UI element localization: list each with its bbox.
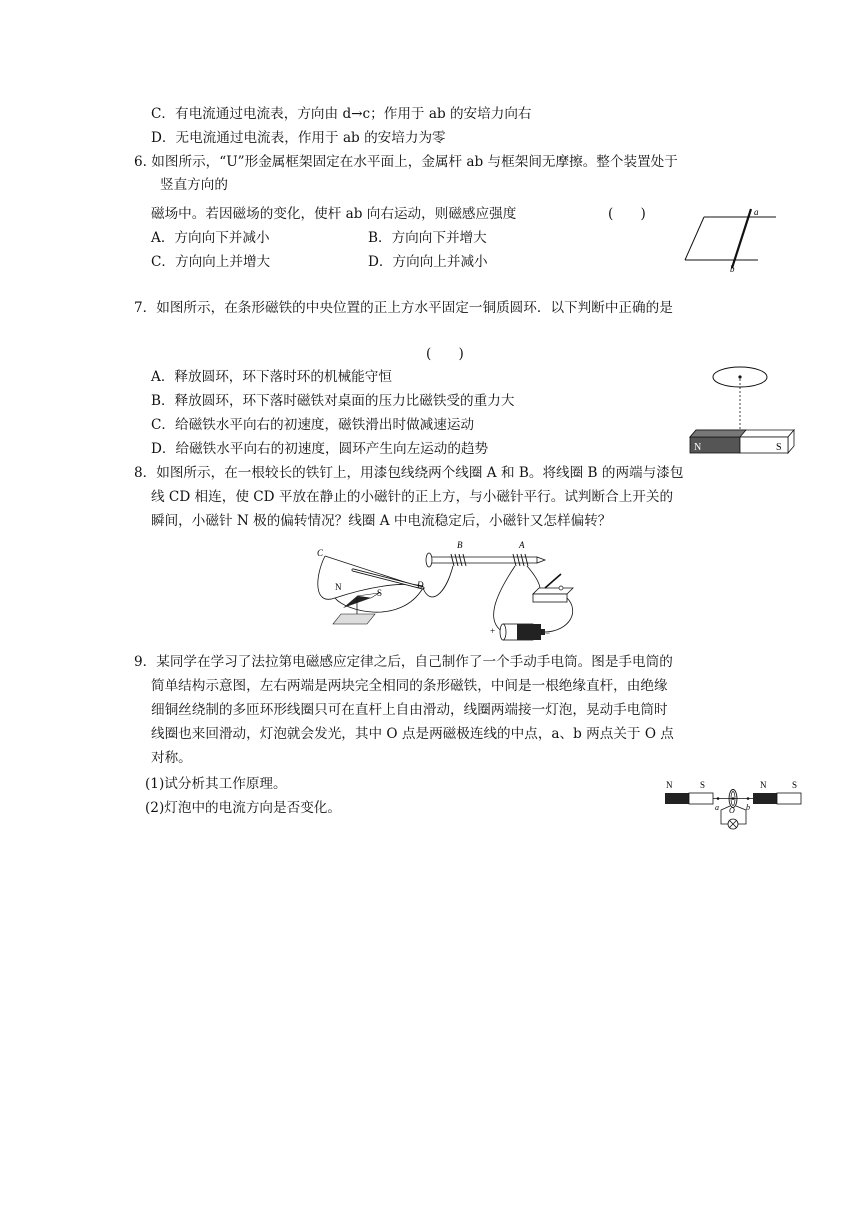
q8-compass-needle <box>333 593 379 624</box>
q9-sub2: (2)灯泡中的电流方向是否变化。 <box>145 800 341 816</box>
q8-switch <box>533 574 573 602</box>
q6-stem-line1: 6. 如图所示，“U”形金属框架固定在水平面上，金属杆 ab 与框架间无摩擦。整个装置处于 <box>134 154 678 170</box>
q8-label-coil-a: A <box>519 540 525 550</box>
q9-label-a: a <box>715 803 719 812</box>
q7-option-d: D．给磁铁水平向右的初速度，圆环产生向左运动的趋势 <box>151 441 489 457</box>
q8-label-s: S <box>377 588 383 598</box>
q5-option-c: C．有电流通过电流表，方向由 d→c；作用于 ab 的安培力向右 <box>151 106 532 122</box>
q6-label-a: a <box>754 207 759 217</box>
q6-u-frame-figure <box>680 205 780 273</box>
q6-option-d: D．方向向上并减小 <box>368 254 488 270</box>
q9-label-n2: N <box>760 780 767 790</box>
q8-label-d: D <box>417 580 424 590</box>
q9-line4: 线圈也来回滑动，灯泡就会发光，其中 O 点是两磁极连线的中点，a、b 两点关于 O 点 <box>151 726 674 742</box>
q7-label-s: S <box>776 442 782 453</box>
q6-answer-paren: ( ) <box>608 206 646 222</box>
q7-answer-paren: ( ) <box>426 346 464 362</box>
q9-label-n1: N <box>666 780 673 790</box>
q8-label-coil-b: B <box>457 540 463 550</box>
q9-line5: 对称。 <box>151 750 192 766</box>
q6-option-c: C．方向向上并增大 <box>151 254 271 270</box>
q8-plus: + <box>490 626 496 636</box>
q9-label-o: O <box>729 806 735 815</box>
q8-line1: 8．如图所示，在一根较长的铁钉上，用漆包线绕两个线圈 A 和 B。将线圈 B 的两端与漆包 <box>134 465 684 481</box>
q8-coil-b <box>451 554 466 566</box>
q9-right-magnet <box>753 793 801 804</box>
q6-stem-line3: 磁场中。若因磁场的变化，使杆 ab 向右运动，则磁感应强度 <box>151 206 517 222</box>
q6-stem-line2: 竖直方向的 <box>160 177 228 193</box>
q6-label-b: b <box>730 264 735 273</box>
q9-label-s2: S <box>792 780 798 790</box>
q9-bulb <box>728 819 738 829</box>
q8-coil-a <box>513 554 528 566</box>
q7-option-c: C．给磁铁水平向右的初速度，磁铁滑出时做减速运动 <box>151 417 475 433</box>
q9-left-magnet <box>665 793 713 804</box>
q8-label-c: C <box>317 548 324 558</box>
q8-label-n: N <box>335 582 342 592</box>
q7-option-a: A．释放圆环，环下落时环的机械能守恒 <box>151 369 392 385</box>
q7-label-n: N <box>694 442 702 453</box>
q6-rod-ab <box>732 209 751 268</box>
q5-option-d: D．无电流通过电流表，作用于 ab 的安培力为零 <box>151 130 446 146</box>
q9-label-s1: S <box>700 780 706 790</box>
q8-line3: 瞬间，小磁针 N 极的偏转情况？线圈 A 中电流稳定后，小磁针又怎样偏转？ <box>151 513 612 529</box>
q8-coil-nail-figure <box>305 536 585 646</box>
q8-battery <box>500 624 545 640</box>
q9-line1: 9．某同学在学习了法拉第电磁感应定律之后，自己制作了一个手动手电筒。图是手电筒的 <box>134 654 673 670</box>
q7-stem: 7．如图所示，在条形磁铁的中央位置的正上方水平固定一铜质圆环．以下判断中正确的是 <box>134 300 673 316</box>
q7-magnet-ring-figure <box>684 364 796 456</box>
q9-label-b: b <box>746 803 750 812</box>
q8-minus: − <box>545 628 551 638</box>
q6-option-a: A．方向向下并减小 <box>151 230 270 246</box>
q8-line2: 线 CD 相连，使 CD 平放在静止的小磁针的正上方，与小磁针平行。试判断合上开关的 <box>151 489 674 505</box>
q6-option-b: B．方向向下并增大 <box>368 230 487 246</box>
q9-line3: 细铜丝绕制的多匝环形线圈只可在直杆上自由滑动，线圈两端接一灯泡，晃动手电筒时 <box>151 702 668 718</box>
q8-iron-nail <box>426 553 545 567</box>
q9-flashlight-figure <box>662 776 804 832</box>
q7-option-b: B．释放圆环，环下落时磁铁对桌面的压力比磁铁受的重力大 <box>151 393 515 409</box>
q9-line2: 简单结构示意图，左右两端是两块完全相同的条形磁铁，中间是一根绝缘直杆，由绝缘 <box>151 678 668 694</box>
q9-sub1: (1)试分析其工作原理。 <box>145 776 287 792</box>
